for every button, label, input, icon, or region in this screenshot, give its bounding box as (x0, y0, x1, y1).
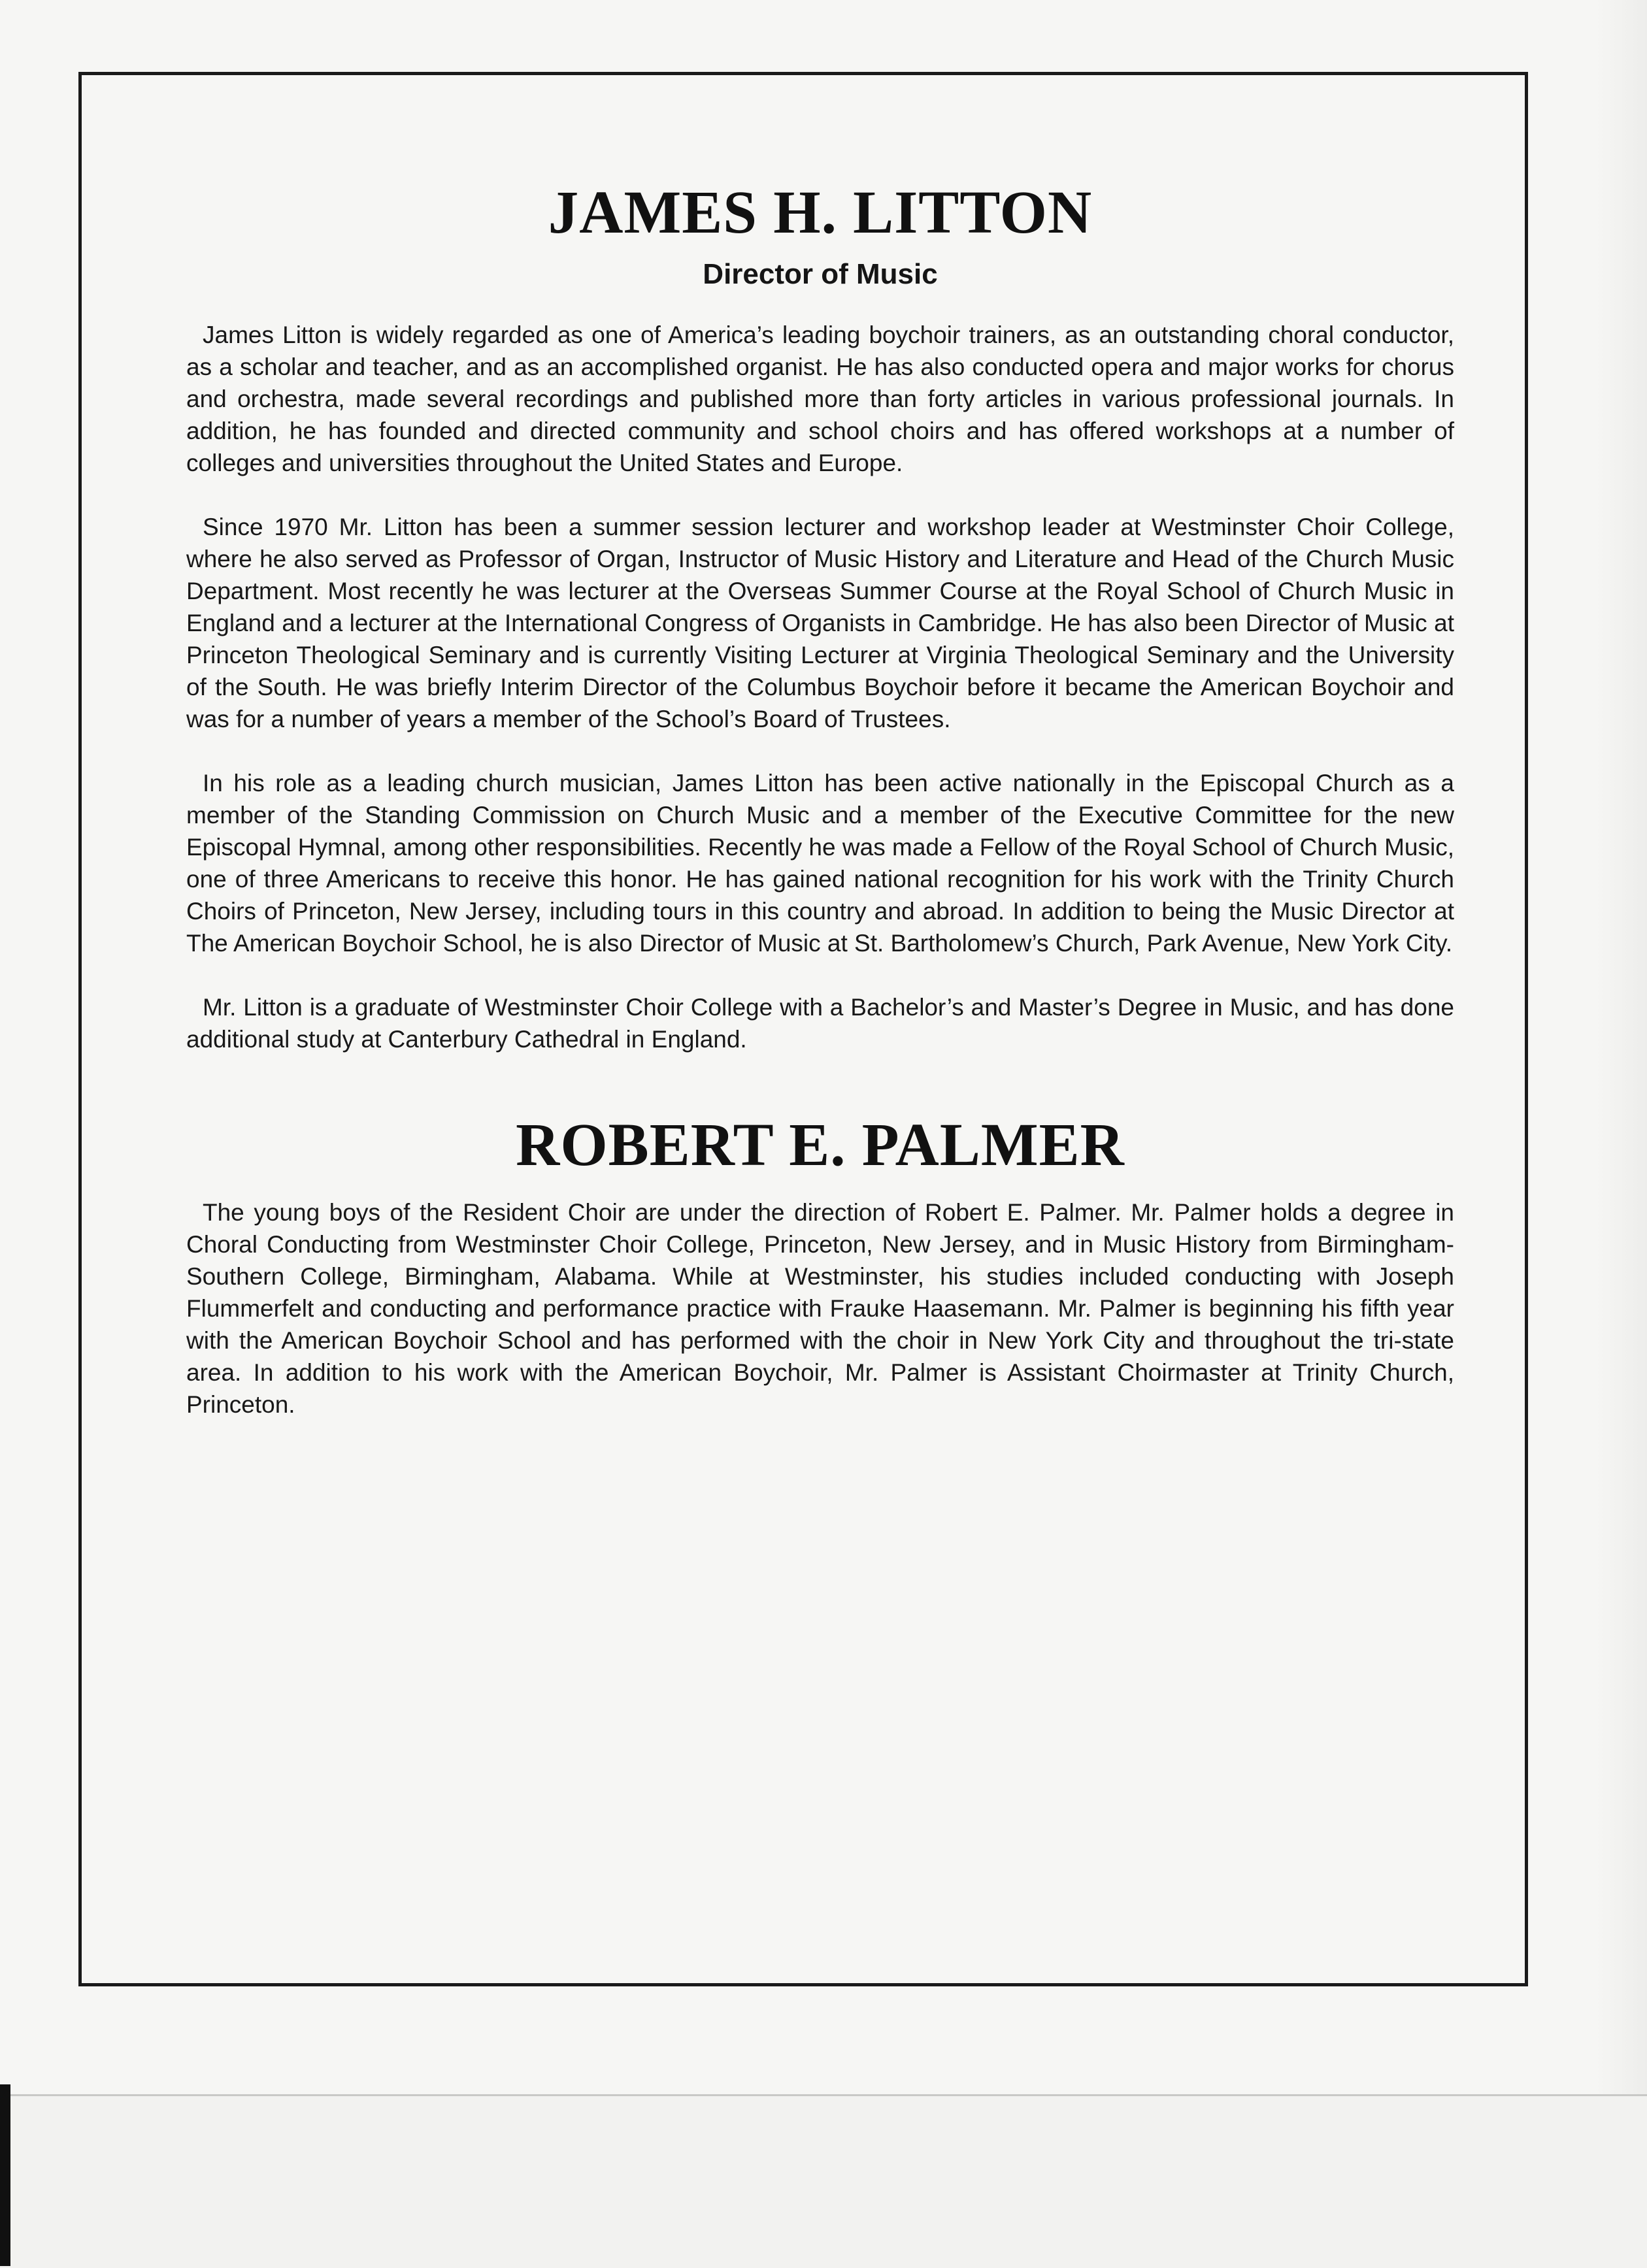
bio-paragraph: In his role as a leading church musician, James Litton has been active nationally in the Episcopal Church as a member of the Standing Commission on Church Music and a member of the Executive Committee for the new Episcopal Hymnal, among other responsibilities. Recently he was made a Fellow of the Royal School of Church Music, one of three Americans to receive this honor. He has gained national recognition for his work with the Trinity Church Choirs of Princeton, New Jersey, including tours in this country and abroad. In addition to being the Music Director at The American Boychoir School, he is also Director of Music at St. Bartholomew’s Church, Park Avenue, New York City. (186, 770, 1454, 957)
bio-section-palmer (186, 1109, 1454, 1421)
page-content (186, 176, 1454, 1453)
bio-paragraph: The young boys of the Resident Choir are under the direction of Robert E. Palmer. Mr. Palmer holds a degree in Choral Conducting from Westminster Choir College, Princeton, New Jersey, and in Music History from Birmingham-Southern College, Birmingham, Alabama. While at Westminster, his studies included conducting with Joseph Flummerfelt and conducting and performance practice with Frauke Haasemann. Mr. Palmer is beginning his fifth year with the American Boychoir School and has performed with the choir in New York City and throughout the tri-state area. In addition to his work with the American Boychoir, Mr. Palmer is Assistant Choirmaster at Trinity Church, Princeton. (186, 1199, 1454, 1418)
heading-palmer: ROBERT E. PALMER (516, 1111, 1125, 1179)
page-edge-bottom (0, 2094, 1647, 2268)
bio-paragraph: Since 1970 Mr. Litton has been a summer session lecturer and workshop leader at Westminster Choir College, where he also served as Professor of Organ, Instructor of Music History and Literature and Head of the Church Music Department. Most recently he was lecturer at the Overseas Summer Course at the Royal School of Church Music in England and a lecturer at the International Congress of Organists in Cambridge. He has also been Director of Music at Princeton Theological Seminary and is currently Visiting Lecturer at Virginia Theological Seminary and the University of the South. He was briefly Interim Director of the Columbus Boychoir before it became the American Boychoir and was for a number of years a member of the School’s Board of Trustees. (186, 514, 1454, 732)
page-edge-right (1595, 0, 1647, 2266)
binding-strip (0, 2084, 10, 2266)
bio-paragraph: Mr. Litton is a graduate of Westminster Choir College with a Bachelor’s and Master’s Degree in Music, and has done additional study at Canterbury Cathedral in England. (186, 994, 1454, 1053)
subtitle-litton-role: Director of Music (703, 258, 938, 290)
bio-paragraph: James Litton is widely regarded as one of America’s leading boychoir trainers, as an outstanding choral conductor, as a scholar and teacher, and as an accomplished organist. He has also conducted opera and major works for chorus and orchestra, made several recordings and published more than forty articles in various professional journals. In addition, he has founded and directed community and school choirs and has offered workshops at a number of colleges and universities throughout the United States and Europe. (186, 321, 1454, 476)
heading-litton: JAMES H. LITTON (548, 179, 1093, 246)
bio-section-litton (186, 176, 1454, 1055)
